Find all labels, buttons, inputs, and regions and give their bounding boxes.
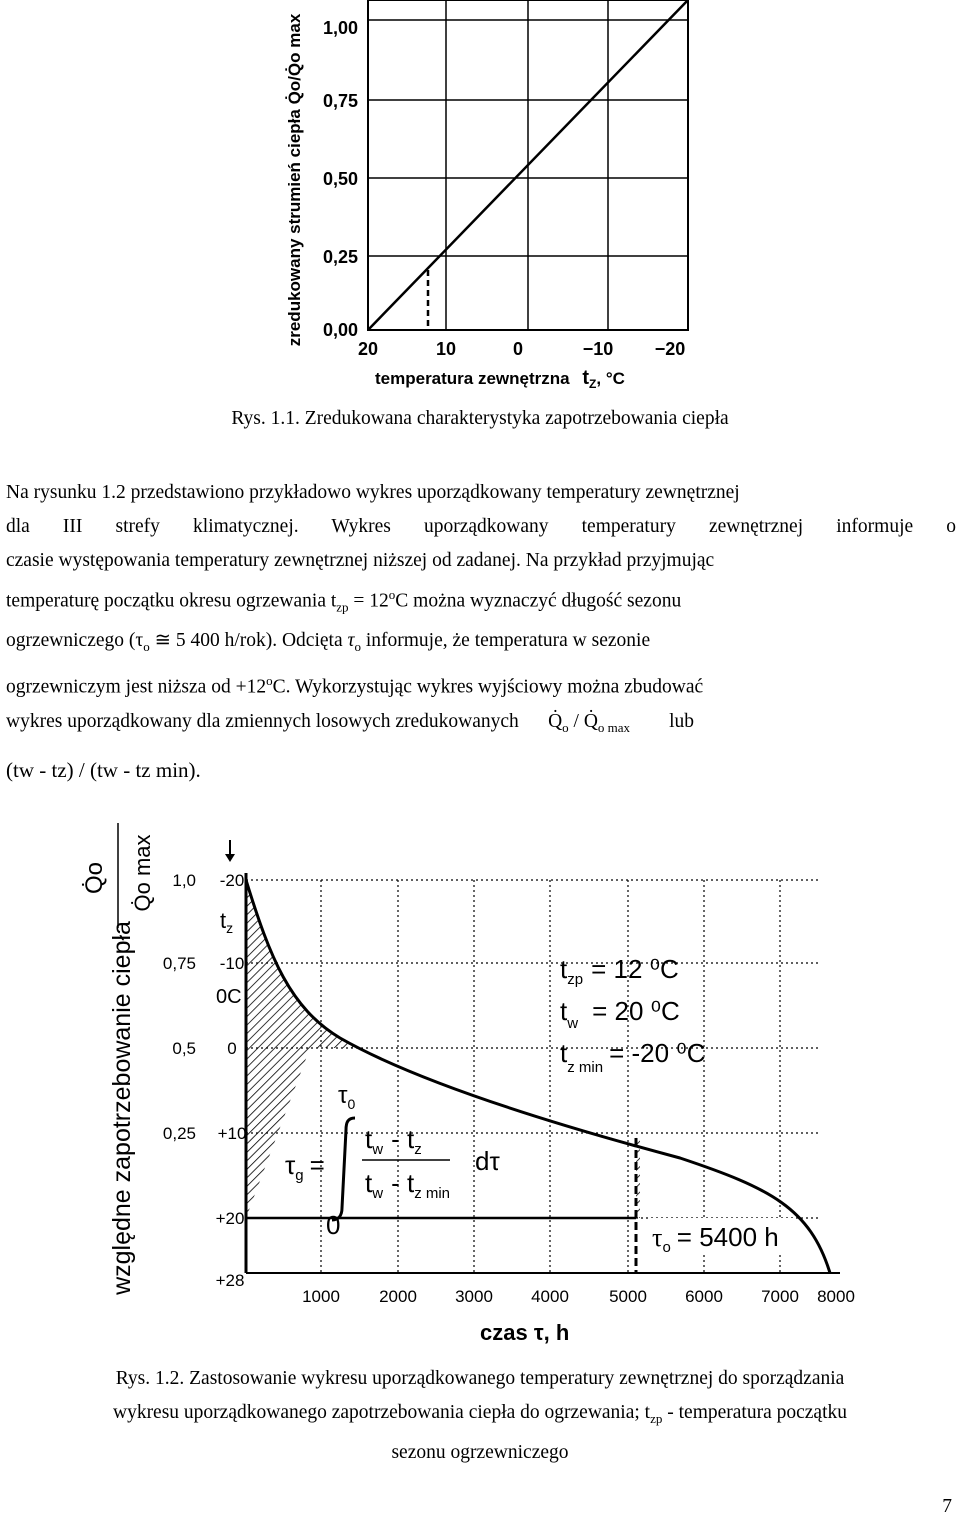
y-tick: 0,00 bbox=[322, 320, 358, 340]
t-tick: -10 bbox=[219, 954, 245, 973]
y-axis-label: zredukowany strumień ciepła Q̇o/Q̇o max bbox=[285, 13, 304, 347]
svg-text:τg=: $\tau_g$ = bbox=[285, 1150, 325, 1184]
paragraph-line: Na rysunku 1.2 przedstawiono przykładowo wykres uporządkowany temperatury zewnętrznej bbox=[6, 482, 740, 503]
paragraph-line: czasie występowania temperatury zewnętrznej niższej od zadanej. Na przykład przyjmując bbox=[6, 550, 715, 571]
svg-text:tw- tz min: $t_w - t_{z min}$ bbox=[365, 1168, 451, 1202]
y-tick: 1,00 bbox=[322, 18, 358, 38]
arrow-down-icon bbox=[225, 854, 235, 862]
figure-1-chart bbox=[270, 0, 700, 400]
x-tick: 6000 bbox=[685, 1287, 723, 1306]
t-tick: +20 bbox=[215, 1209, 245, 1228]
x-tick: −20 bbox=[654, 339, 686, 359]
x-tick: 20 bbox=[357, 339, 379, 359]
tz-label: $t_z$ bbox=[220, 908, 234, 936]
q-tick: 0,25 bbox=[162, 1124, 196, 1143]
q-ratio-top: Q̇o bbox=[81, 861, 108, 895]
y-tick: 0,75 bbox=[322, 91, 358, 111]
paragraph-line: dla III strefy klimatycznej. Wykres uporządkowany temperatury zewnętrznej informuje o bbox=[6, 516, 956, 537]
q-tick: 1,0 bbox=[172, 871, 196, 890]
x-tick: 1000 bbox=[302, 1287, 340, 1306]
tau0-label: $\tau_o = 5400$ h bbox=[652, 1222, 779, 1256]
svg-text:tw- tz: $t_w - t_z$ bbox=[365, 1124, 422, 1158]
x-axis-label: czas τ, h bbox=[480, 1320, 570, 1345]
t-tick: 0 bbox=[227, 1039, 237, 1058]
svg-text:0: 0 bbox=[326, 1210, 341, 1240]
paragraph-line: ogrzewniczym jest niższa od $+12^oC$. Wykorzystując wykres wyjściowy można zbudować bbox=[6, 673, 704, 698]
paragraph-line: (tw - tz) / (tw - tz min). bbox=[6, 757, 201, 782]
y-tick: 0,50 bbox=[322, 169, 358, 189]
q-ratio-bottom: Q̇o max bbox=[130, 834, 155, 912]
x-tick: 10 bbox=[435, 339, 457, 359]
svg-text:τ0: $\tau_0$ bbox=[338, 1082, 356, 1112]
x-tick: −10 bbox=[582, 339, 614, 359]
paragraph-line: wykres uporządkowany dla zmiennych losowych zredukowanych $Q̇_o$ / $Q̇_{o max}$ lub bbox=[6, 710, 694, 735]
figure-2-caption: Rys. 1.2. Zastosowanie wykresu uporządkowanego temperatury zewnętrznej do sporządzania wykresu uporządkowanego zapotrzebowania ciepła do ogrzewania; $t_{zp}$ - temperatura początku sezonu ogrzewniczego bbox=[112, 1368, 847, 1463]
x-tick: 4000 bbox=[531, 1287, 569, 1306]
q-tick: 0,5 bbox=[172, 1039, 196, 1058]
q-tick: 0,75 bbox=[162, 954, 196, 973]
x-tick: 8000 bbox=[817, 1287, 855, 1306]
svg-text:tw= 20 ⁰C: $t_w = 20$ ⁰C bbox=[560, 996, 680, 1032]
t-tick: +10 bbox=[217, 1124, 247, 1143]
x-tick: 2000 bbox=[379, 1287, 417, 1306]
svg-text:dτ: dτ bbox=[475, 1146, 500, 1176]
x-tick: 7000 bbox=[761, 1287, 799, 1306]
x-tick: 3000 bbox=[455, 1287, 493, 1306]
paragraph-line: temperaturę początku okresu ogrzewania $t_{zp} = 12^oC$ można wyznaczyć długość sezonu bbox=[6, 587, 682, 615]
svg-text:tz min= -20 ⁰C: $t_{z min} = -20$ ⁰C bbox=[560, 1038, 706, 1076]
t-tick: +28 bbox=[215, 1271, 245, 1290]
y-tick: 0,25 bbox=[322, 247, 358, 267]
x-tick: 5000 bbox=[609, 1287, 647, 1306]
paragraph-line: ogrzewniczego ($\tau_o$ ≅ 5 400 h/rok). Odcięta $\tau_o$ informuje, że temperatura w sezonie bbox=[6, 630, 651, 655]
figure-1-caption: Rys. 1.1. Zredukowana charakterystyka zapotrzebowania ciepła bbox=[231, 408, 729, 429]
x-axis-label: temperatura zewnętrzna $t_Z$, °C bbox=[375, 367, 625, 391]
body-paragraph bbox=[6, 476, 956, 787]
svg-text:tzp= 12 ⁰C: $t_{zp} = 12$ ⁰C bbox=[560, 954, 679, 988]
unit-label: 0C bbox=[216, 986, 242, 1008]
t-tick: -20 bbox=[219, 871, 245, 890]
x-tick: 0 bbox=[512, 339, 524, 359]
page-number: 7 bbox=[942, 1496, 952, 1517]
y-axis-label: względne zapotrzebowanie ciepła bbox=[108, 921, 136, 1295]
figure-2-chart bbox=[80, 818, 900, 1348]
